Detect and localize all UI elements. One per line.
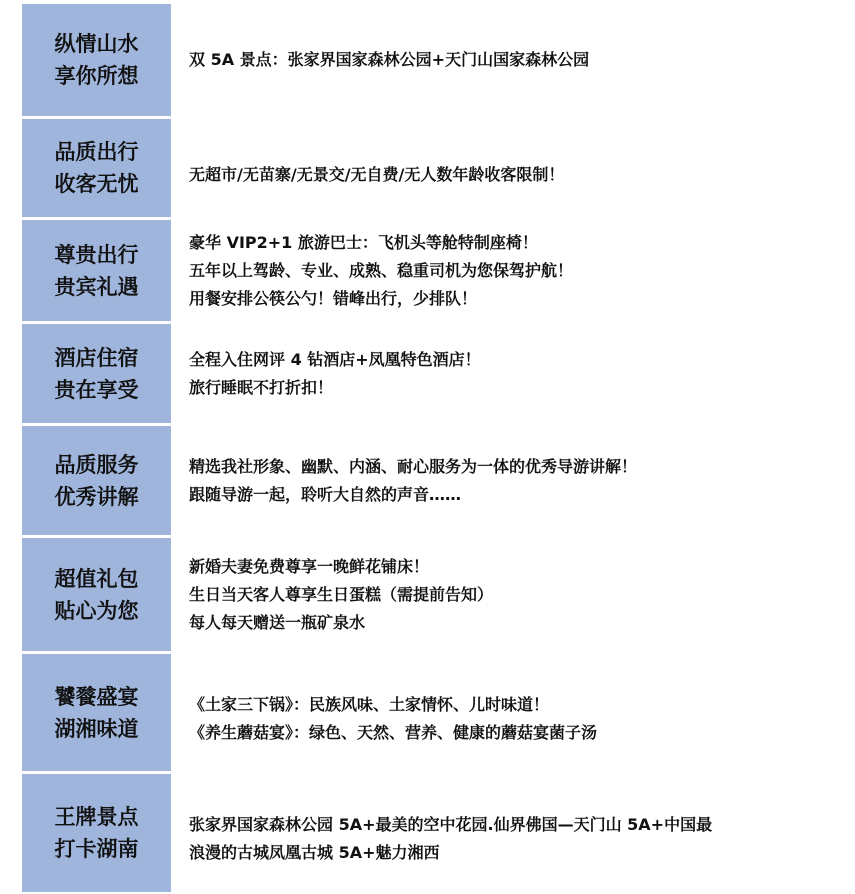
- row-content: [189, 220, 852, 321]
- row-content-line: 用餐安排公筷公勺！错峰出行，少排队！: [189, 288, 478, 308]
- row-label-line: 享你所想: [54, 64, 139, 88]
- row-label-line: 收客无忧: [54, 172, 139, 196]
- row-label-line: 王牌景点: [54, 805, 139, 829]
- row-label-line: 打卡湖南: [54, 837, 139, 861]
- row-label-line: 优秀讲解: [54, 484, 139, 509]
- row-content-line: 《土家三下锅》：民族风味、土家情怀、儿时味道！: [189, 694, 550, 714]
- row-content-line: 每人每天赠送一瓶矿泉水: [189, 612, 366, 632]
- row-content: [189, 538, 852, 651]
- row-content: [189, 4, 852, 116]
- row-content: [189, 774, 852, 892]
- row-label: [22, 4, 171, 116]
- row-label-line: 超值礼包: [54, 566, 139, 591]
- table-row: [22, 220, 852, 321]
- row-content-line: 无超市/无苗寨/无景交/无自费/无人数年龄收客限制！: [189, 165, 565, 184]
- row-label: [22, 538, 171, 651]
- row-content-line: 豪华 VIP2+1 旅游巴士：飞机头等舱特制座椅！: [189, 232, 538, 252]
- row-content-line: 旅行睡眠不打折扣！: [189, 377, 334, 397]
- feature-table: [22, 4, 852, 892]
- row-label: [22, 774, 171, 892]
- row-label: [22, 654, 171, 771]
- row-label-line: 品质服务: [54, 452, 139, 477]
- row-content-line: 生日当天客人尊享生日蛋糕（需提前告知）: [189, 584, 494, 604]
- row-content-line: 跟随导游一起，聆听大自然的声音……: [189, 484, 462, 504]
- row-label-line: 酒店住宿: [54, 345, 139, 370]
- row-content: [189, 426, 852, 535]
- table-row: [22, 426, 852, 535]
- row-content-line: 浪漫的古城凤凰古城 5A+魅力湘西: [189, 843, 440, 862]
- row-label-line: 贴心为您: [54, 598, 139, 623]
- row-content: [189, 119, 852, 217]
- row-label-line: 贵宾礼遇: [54, 274, 139, 299]
- row-label-line: 纵情山水: [54, 32, 139, 56]
- row-content-line: 五年以上驾龄、专业、成熟、稳重司机为您保驾护航！: [189, 260, 574, 280]
- row-content-line: 《养生蘑菇宴》：绿色、天然、营养、健康的蘑菇宴菌子汤: [189, 722, 598, 742]
- row-label: [22, 220, 171, 321]
- row-label-line: 尊贵出行: [54, 242, 139, 267]
- row-label: [22, 119, 171, 217]
- table-row: [22, 654, 852, 771]
- row-label: [22, 426, 171, 535]
- table-row: [22, 324, 852, 423]
- row-content-line: 新婚夫妻免费尊享一晚鲜花铺床！: [189, 556, 430, 576]
- table-row: [22, 119, 852, 217]
- row-content-line: 双 5A 景点：张家界国家森林公园+天门山国家森林公园: [189, 50, 590, 69]
- row-label-line: 贵在享受: [54, 377, 139, 402]
- row-content-line: 精选我社形象、幽默、内涵、耐心服务为一体的优秀导游讲解！: [189, 456, 638, 476]
- table-row: [22, 774, 852, 892]
- row-content-line: 张家界国家森林公园 5A+最美的空中花园.仙界佛国—天门山 5A+中国最: [189, 815, 713, 834]
- table-row: [22, 4, 852, 116]
- row-label-line: 品质出行: [54, 140, 139, 164]
- row-label-line: 饕餮盛宴: [54, 684, 139, 709]
- row-content: [189, 654, 852, 771]
- row-label-line: 湖湘味道: [54, 716, 139, 741]
- table-row: [22, 538, 852, 651]
- row-content-line: 全程入住网评 4 钻酒店+凤凰特色酒店！: [189, 349, 481, 369]
- row-label: [22, 324, 171, 423]
- row-content: [189, 324, 852, 423]
